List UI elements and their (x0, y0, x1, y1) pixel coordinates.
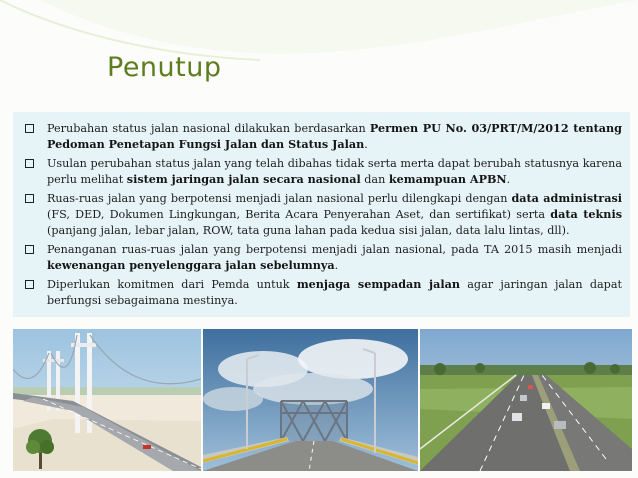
bullet-text: . (364, 137, 368, 151)
checkbox-bullet-icon (25, 194, 34, 203)
bullet-text: (panjang jalan, lebar jalan, ROW, tata guna lahan pada kedua sisi jalan, data lalu lintas, dll). (47, 223, 570, 237)
bullet-item (23, 156, 622, 187)
bullet-list (23, 121, 622, 309)
truss-bridge-photo (203, 329, 418, 471)
bullet-text: Diperlukan komitmen dari Pemda untuk (47, 278, 297, 292)
leaf-decoration (0, 0, 638, 110)
bullet-item (23, 242, 622, 273)
suspension-bridge-photo (13, 329, 201, 471)
checkbox-bullet-icon (25, 159, 34, 168)
content-box (13, 112, 630, 317)
bullet-text: . (506, 172, 511, 186)
bullet-text: agar jaringan jalan dapat berfungsi sebagaimana mestinya. (47, 278, 622, 307)
bullet-text: (FS, DED, Dokumen Lingkungan, Berita Acara Penyerahan Aset, dan sertifikat) serta (47, 207, 551, 221)
bullet-text: dan (360, 172, 389, 186)
bullet-emphasis-text: data administrasi (511, 191, 622, 206)
bullet-emphasis-text: kewenangan penyelenggara jalan sebelumnya (47, 257, 335, 272)
bullet-item (23, 191, 622, 238)
slide-title: Penutup (107, 52, 222, 83)
bullet-emphasis-text: data teknis (550, 206, 622, 221)
bullet-emphasis-text: sistem jaringan jalan secara nasional (126, 171, 361, 186)
bullet-text: Penanganan ruas-ruas jalan yang berpotensi menjadi jalan nasional, pada TA 2015 masih menjadi (47, 243, 622, 257)
bullet-item (23, 121, 622, 152)
bullet-emphasis-text: kemampuan APBN (388, 171, 507, 186)
bullet-item (23, 277, 622, 308)
bullet-text: Usulan perubahan status jalan yang telah dibahas tidak serta merta dapat berubah statusnya karena perlu melihat (47, 157, 622, 186)
checkbox-bullet-icon (25, 280, 34, 289)
bullet-emphasis-text: Permen PU No. 03/PRT/M/2012 tentang Pedoman Penetapan Fungsi Jalan dan Status Jalan (47, 121, 623, 151)
checkbox-bullet-icon (25, 124, 34, 133)
bullet-text: Ruas-ruas jalan yang berpotensi menjadi jalan nasional perlu dilengkapi dengan (47, 192, 512, 206)
bullet-text: Perubahan status jalan nasional dilakukan berdasarkan (47, 122, 370, 135)
highway-photo (420, 329, 632, 471)
bullet-emphasis-text: menjaga sempadan jalan (296, 277, 460, 292)
checkbox-bullet-icon (25, 245, 34, 254)
bullet-text: . (334, 258, 339, 272)
